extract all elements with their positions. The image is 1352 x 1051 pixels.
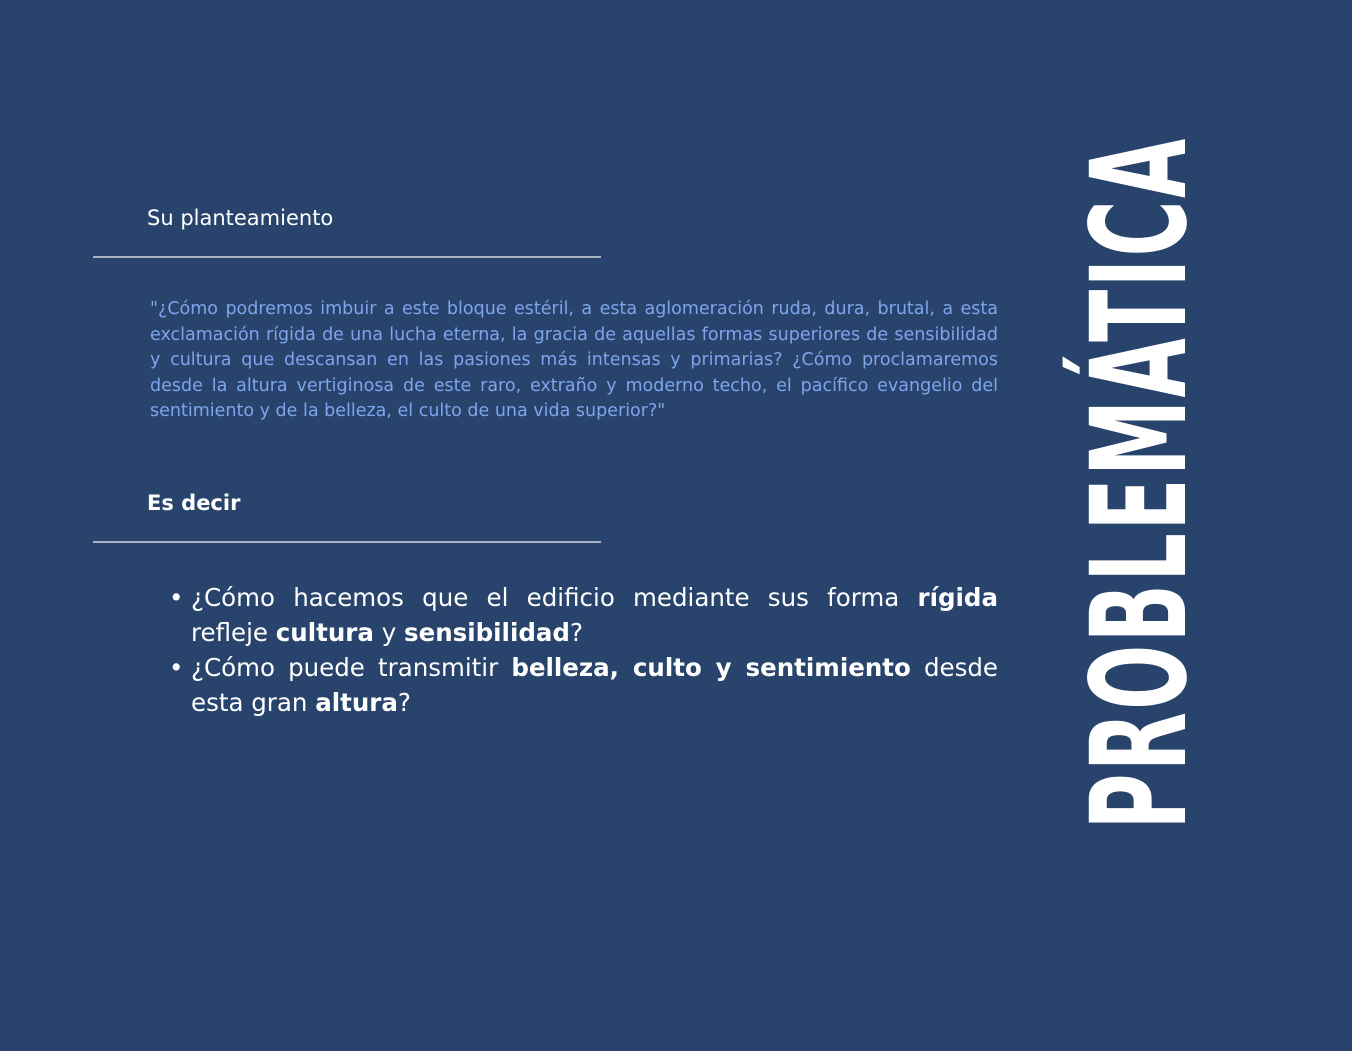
- list-item-text: refleje: [191, 618, 276, 647]
- bullet-icon: •: [169, 583, 184, 612]
- quote-text: "¿Cómo podremos imbuir a este bloque estéril, a esta aglomeración ruda, dura, brutal, a esta exclamación rígida de una lucha eterna, la gracia de aquellas formas superiores de sensibilidad y cultura que descansan en las pasiones más intensas y primarias? ¿Cómo proclamaremos desde la altura vertiginosa de este raro, extraño y moderno techo, el pacífico evangelio del sentimiento y de la belleza, el culto de una vida superior?": [150, 299, 998, 421]
- emphasis-text: sensibilidad: [404, 618, 570, 647]
- section-title-es-decir: Es decir: [147, 491, 241, 515]
- emphasis-text: rígida: [917, 583, 998, 612]
- list-item-text: ¿Cómo hacemos que el edificio mediante sus forma: [191, 583, 918, 612]
- side-title-problematica: [1063, 0, 1217, 1051]
- emphasis-text: altura: [315, 688, 398, 717]
- list-item: [169, 650, 998, 720]
- side-title-text: PROBLEMÁTICA: [1063, 136, 1217, 830]
- list-item-text: desde esta gran: [191, 653, 998, 717]
- list-item-text: ?: [397, 688, 411, 717]
- divider-line: [93, 256, 601, 258]
- divider-line: [93, 541, 601, 543]
- list-item-text: ?: [569, 618, 583, 647]
- emphasis-text: belleza, culto y sentimiento: [511, 653, 911, 682]
- list-item: [169, 580, 998, 650]
- question-list: [169, 580, 998, 720]
- list-item-text: ¿Cómo puede transmitir: [191, 653, 512, 682]
- section-title-planteamiento: Su planteamiento: [147, 206, 334, 230]
- list-item-text: y: [373, 618, 404, 647]
- emphasis-text: cultura: [275, 618, 374, 647]
- bullet-icon: •: [169, 653, 184, 682]
